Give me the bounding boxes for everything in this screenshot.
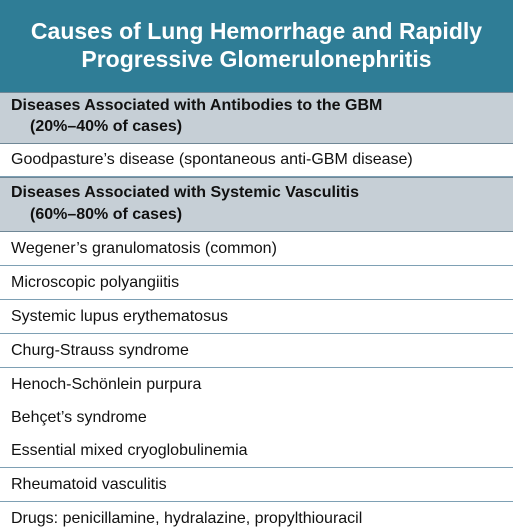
table-row [0, 232, 513, 266]
table-row [0, 401, 513, 435]
table-row [0, 266, 513, 300]
row-text: Churg-Strauss syndrome [11, 342, 189, 359]
row-text: Henoch-Schönlein purpura [11, 376, 202, 393]
row-text: Rheumatoid vasculitis [11, 476, 167, 493]
section-heading-line-2: (60%–80% of cases) [30, 206, 183, 223]
row-text: Essential mixed cryoglobulinemia [11, 442, 248, 459]
section-heading-line-1: Diseases Associated with Systemic Vasculitis [11, 184, 360, 201]
section-header-anti-gbm [0, 92, 513, 144]
row-text: Goodpasture’s disease (spontaneous anti-GBM disease) [11, 151, 413, 168]
table-row [0, 300, 513, 334]
row-text: Microscopic polyangiitis [11, 274, 180, 291]
table-title [7, 17, 507, 73]
row-text: Wegener’s granulomatosis (common) [11, 240, 277, 257]
table-row [0, 468, 513, 502]
table-row [0, 368, 513, 402]
row-text: Behçet’s syndrome [11, 409, 147, 426]
row-text: Systemic lupus erythematosus [11, 308, 228, 325]
section-heading-line-2: (20%–40% of cases) [30, 118, 183, 135]
section-header-systemic-vasculitis [0, 177, 513, 232]
title-line-1: Causes of Lung Hemorrhage and Rapidly [30, 17, 483, 44]
section-heading-line-1: Diseases Associated with Antibodies to the GBM [11, 97, 383, 114]
row-text: Drugs: penicillamine, hydralazine, propylthiouracil [11, 510, 363, 527]
table-title-bar [0, 0, 513, 93]
title-line-2: Progressive Glomerulonephritis [81, 45, 432, 72]
table-row [0, 144, 513, 177]
table-row [0, 334, 513, 368]
table-row [0, 434, 513, 468]
table-row [0, 502, 513, 528]
